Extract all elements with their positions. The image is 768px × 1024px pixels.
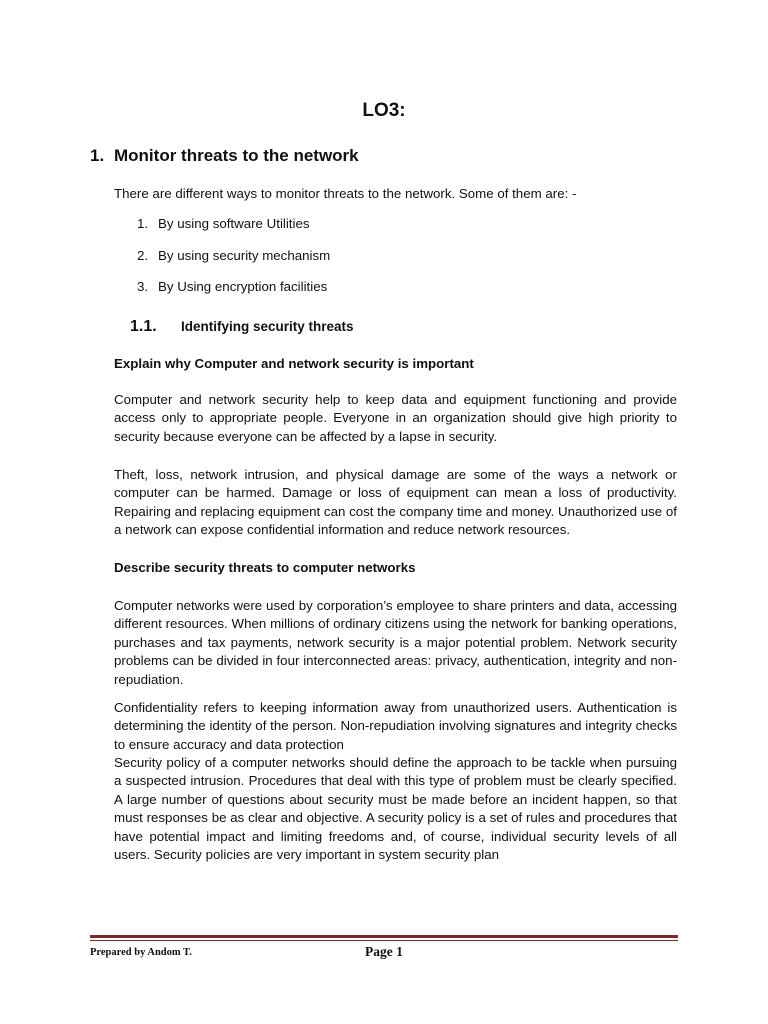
list-item-number: 2. — [137, 248, 149, 263]
intro-text: There are different ways to monitor threats to the network. Some of them are: - — [114, 186, 577, 201]
list-item-text: By using security mechanism — [158, 248, 331, 263]
list-item-number: 1. — [137, 216, 149, 231]
subsection-heading — [130, 318, 354, 336]
describe-heading: Describe security threats to computer networks — [114, 560, 416, 575]
subsection-title: Identifying security threats — [181, 319, 354, 334]
footer-rule-thin — [90, 940, 678, 941]
paragraph-1: Computer and network security help to keep data and equipment functioning and provide access only to appropriate people. Everyone in an organization should give high priority to security because everyone can be affected by a lapse in security. — [114, 392, 677, 444]
subsection-number: 1.1. — [130, 318, 157, 335]
paragraph-3: Computer networks were used by corporation’s employee to share printers and data, accessing different resources. When millions of ordinary citizens using the network for banking operations, purchases and tax payments, network security is a major potential problem. Network security problems can be divided in four interconnected areas: privacy, authentication, integrity and non-repudiation. — [114, 598, 677, 687]
list-item-text: By Using encryption facilities — [158, 279, 328, 294]
list-item-number: 3. — [137, 279, 149, 294]
list-item — [137, 279, 327, 294]
paragraph-5: Security policy of a computer networks should define the approach to be tackle when pursuing a suspected intrusion. Procedures that deal with this type of problem must be clearly specified. A large number of questions about security must be made before an incident happen, so that must responses be as clear and objective. A security policy is a set of rules and procedures that have potential impact and limiting freedoms and, of course, individual security levels of all users. Security policies are very important in system security plan — [114, 755, 677, 863]
list-item — [137, 248, 330, 263]
section-title: Monitor threats to the network — [114, 146, 359, 165]
paragraph-4: Confidentiality refers to keeping information away from unauthorized users. Authentication is determining the identity of the person. Non-repudiation involving signatures and integrity checks to ensure accuracy and data protection — [114, 700, 677, 752]
footer-page-number: Page 1 — [365, 944, 403, 959]
footer-author: Prepared by Andom T. — [90, 947, 192, 958]
footer-rule — [90, 935, 678, 938]
section-heading — [90, 146, 359, 166]
explain-heading: Explain why Computer and network security is important — [114, 356, 474, 371]
list-item — [137, 216, 310, 231]
section-number: 1. — [90, 146, 105, 165]
page-title: LO3: — [362, 100, 406, 121]
paragraph-2: Theft, loss, network intrusion, and physical damage are some of the ways a network or computer can be harmed. Damage or loss of equipment can mean a loss of productivity. Repairing and replacing equipment can cost the company time and money. Unauthorized use of a network can expose confidential information and reduce network resources. — [114, 467, 677, 538]
list-item-text: By using software Utilities — [158, 216, 310, 231]
